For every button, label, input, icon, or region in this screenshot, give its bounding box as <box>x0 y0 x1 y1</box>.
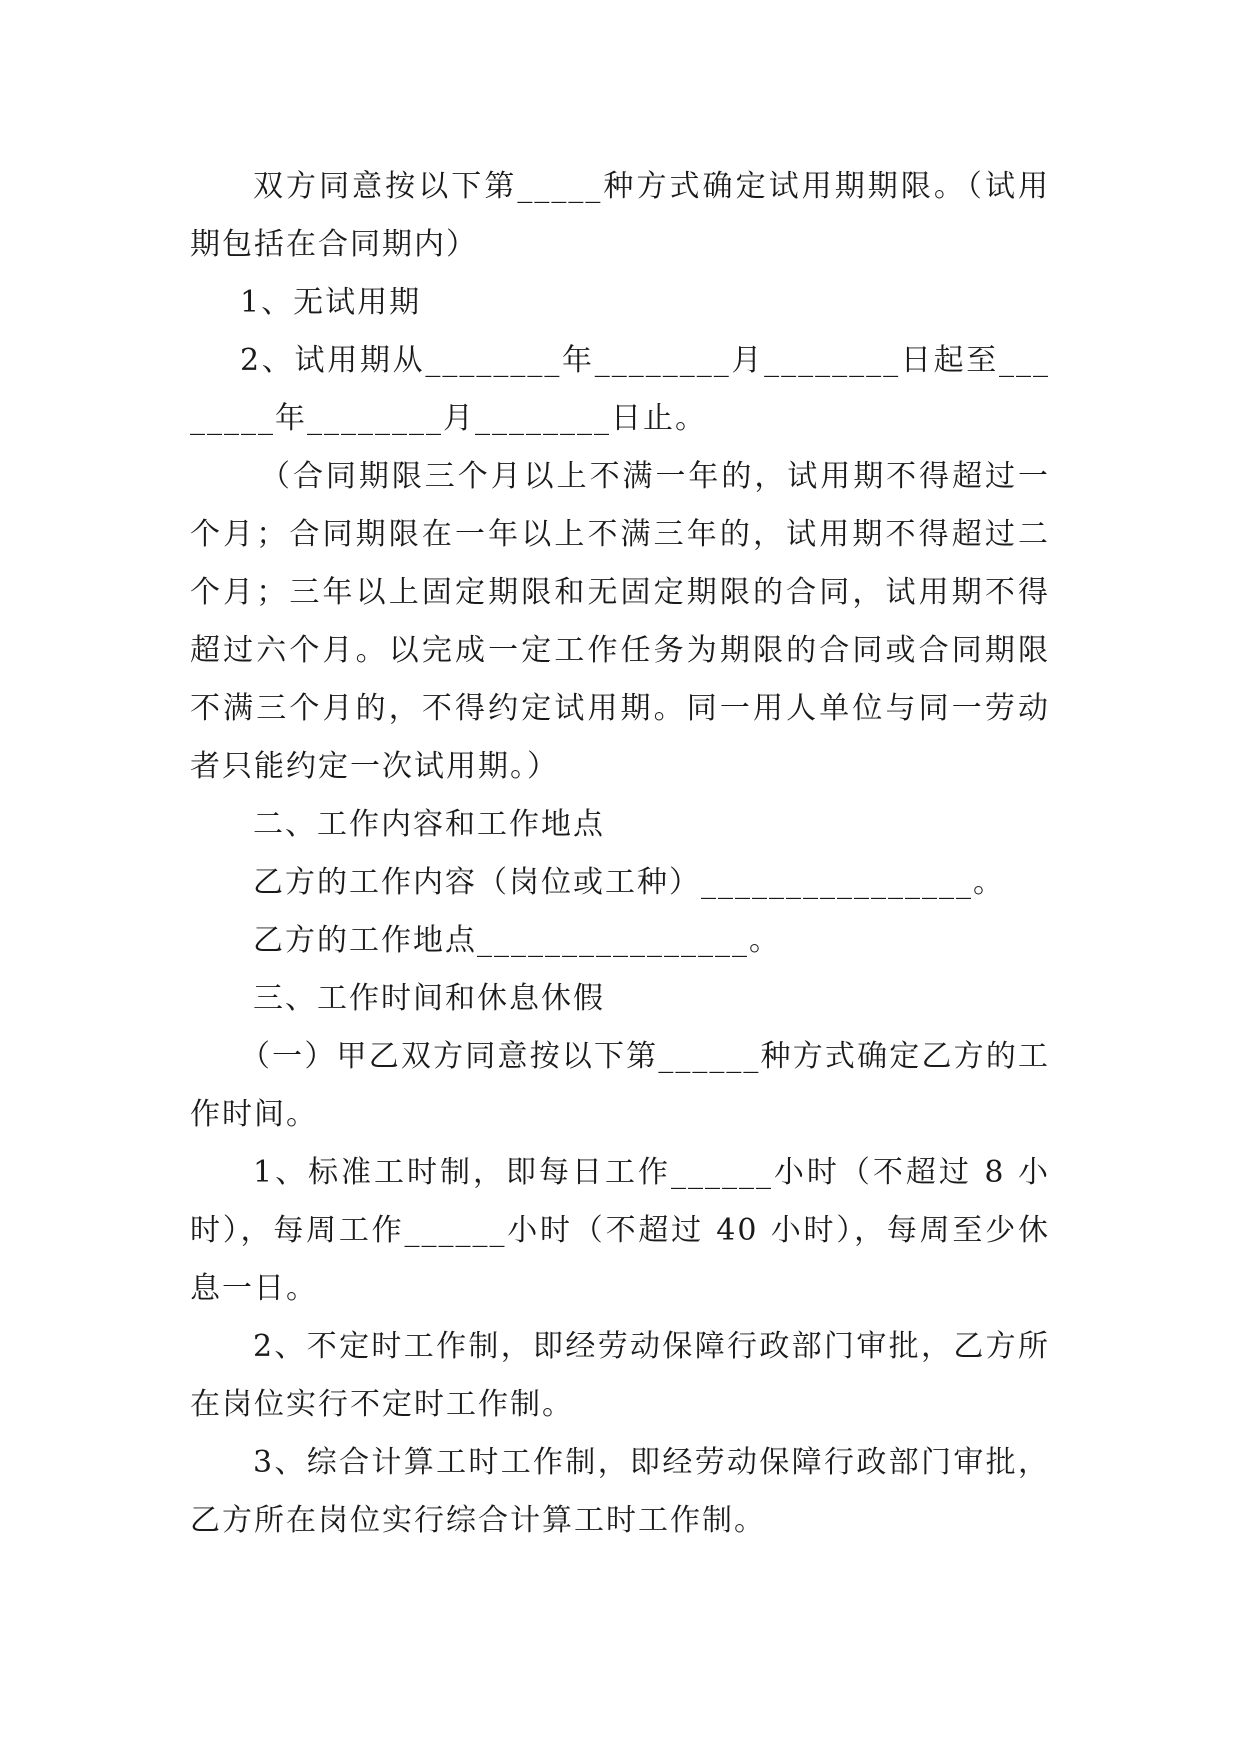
paragraph-comprehensive-hours: 3、综合计算工时工作制，即经劳动保障行政部门审批，乙方所在岗位实行综合计算工时工作制。 <box>190 1445 1050 1538</box>
paragraph-standard-hours: 1、标准工时制，即每日工作______小时（不超过 8 小时），每周工作______小时（不超过 40 小时），每周至少休息一日。 <box>190 1155 1050 1306</box>
paragraph-probation-rules: （合同期限三个月以上不满一年的，试用期不得超过一个月；合同期限在一年以上不满三年的，试用期不得超过二个月；三年以上固定期限和无固定期限的合同，试用期不得超过六个月。以完成一定工作任务为期限的合同或合同期限不满三个月的，不得约定试用期。同一用人单位与同一劳动者只能约定一次试用期。） <box>190 459 1050 784</box>
paragraph-probation-dates: 2、试用期从________年________月________日起至________年________月________日止。 <box>190 343 1050 436</box>
paragraph-probation-method: 双方同意按以下第_____种方式确定试用期期限。（试用期包括在合同期内） <box>190 169 1050 262</box>
paragraph-work-location: 乙方的工作地点________________。 <box>253 923 781 958</box>
paragraph-flexible-hours: 2、不定时工作制，即经劳动保障行政部门审批，乙方所在岗位实行不定时工作制。 <box>190 1329 1050 1422</box>
section-heading-work-content: 二、工作内容和工作地点 <box>253 807 605 842</box>
paragraph-work-content: 乙方的工作内容（岗位或工种）________________。 <box>253 865 1005 900</box>
document-body <box>190 158 1050 1550</box>
paragraph-work-hours-method: （一）甲乙双方同意按以下第______种方式确定乙方的工作时间。 <box>190 1039 1050 1132</box>
section-heading-work-hours: 三、工作时间和休息休假 <box>253 981 605 1016</box>
paragraph-no-probation: 1、无试用期 <box>240 285 422 320</box>
